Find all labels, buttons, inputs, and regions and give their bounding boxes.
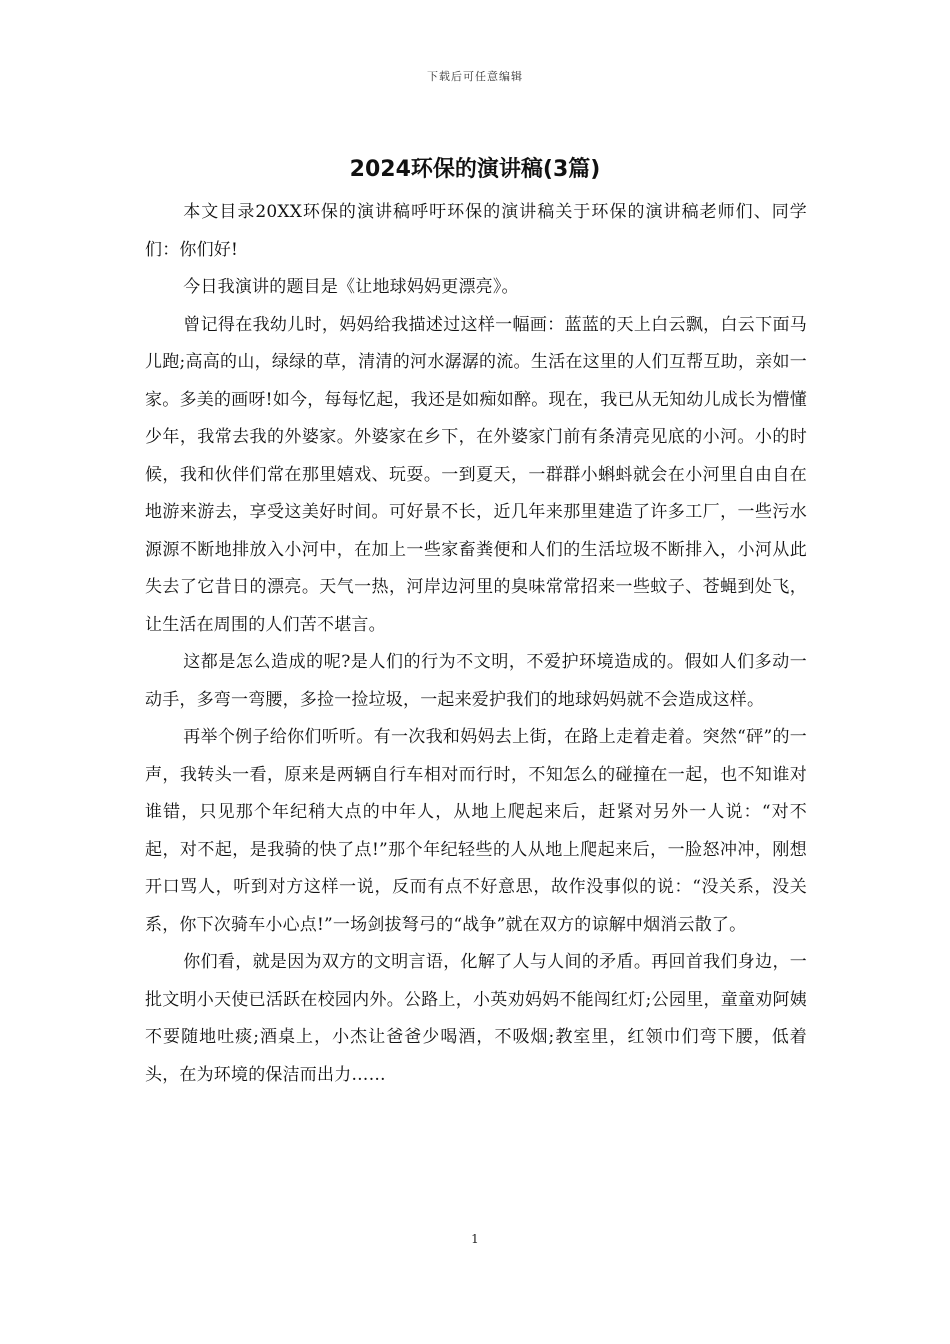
paragraph-topic: 今日我演讲的题目是《让地球妈妈更漂亮》。 [183,277,519,297]
page-number: 1 [471,1232,479,1246]
paragraph-civility: 你们看，就是因为双方的文明言语，化解了人与人间的矛盾。再回首我们身边，一批文明小天使已活跃在校园内外。公路上，小英劝妈妈不能闯红灯;公园里，童童劝阿姨不要随地吐痰;酒桌上，小杰让爸爸少喝酒，不吸烟;教室里，红领巾们弯下腰，低着头，在为环境的保洁而出力…… [145,952,807,1085]
document-title: 2024环保的演讲稿(3篇) [349,157,601,182]
paragraph-intro: 本文目录20XX环保的演讲稿呼吁环保的演讲稿关于环保的演讲稿老师们、同学们：你们好! [145,202,807,260]
document-body [145,194,807,1094]
paragraph-cause: 这都是怎么造成的呢?是人们的行为不文明，不爱护环境造成的。假如人们多动一动手，多弯一弯腰，多捡一捡垃圾，一起来爱护我们的地球妈妈就不会造成这样。 [145,652,807,710]
paragraph-example: 再举个例子给你们听听。有一次我和妈妈去上街，在路上走着走着。突然“砰”的一声，我转头一看，原来是两辆自行车相对而行时，不知怎么的碰撞在一起，也不知谁对谁错，只见那个年纪稍大点的中年人，从地上爬起来后，赶紧对另外一人说：“对不起，对不起，是我骑的快了点!”那个年纪轻些的人从地上爬起来后，一脸怒冲冲，刚想开口骂人，听到对方这样一说，反而有点不好意思，故作没事似的说：“没关系，没关系，你下次骑车小心点!”一场剑拔弩弓的“战争”就在双方的谅解中烟消云散了。 [145,727,807,935]
paragraph-memory: 曾记得在我幼儿时，妈妈给我描述过这样一幅画：蓝蓝的天上白云飘，白云下面马儿跑;高高的山，绿绿的草，清清的河水潺潺的流。生活在这里的人们互帮互助，亲如一家。多美的画呀!如今，每每忆起，我还是如痴如醉。现在，我已从无知幼儿成长为懵懂少年，我常去我的外婆家。外婆家在乡下，在外婆家门前有条清亮见底的小河。小的时候，我和伙伴们常在那里嬉戏、玩耍。一到夏天，一群群小蝌蚪就会在小河里自由自在地游来游去，享受这美好时间。可好景不长，近几年来那里建造了许多工厂，一些污水源源不断地排放入小河中，在加上一些家畜粪便和人们的生活垃圾不断排入，小河从此失去了它昔日的漂亮。天气一热，河岸边河里的臭味常常招来一些蚊子、苍蝇到处飞，让生活在周围的人们苦不堪言。 [145,314,807,635]
page-header: 下载后可任意编辑 [427,70,523,83]
